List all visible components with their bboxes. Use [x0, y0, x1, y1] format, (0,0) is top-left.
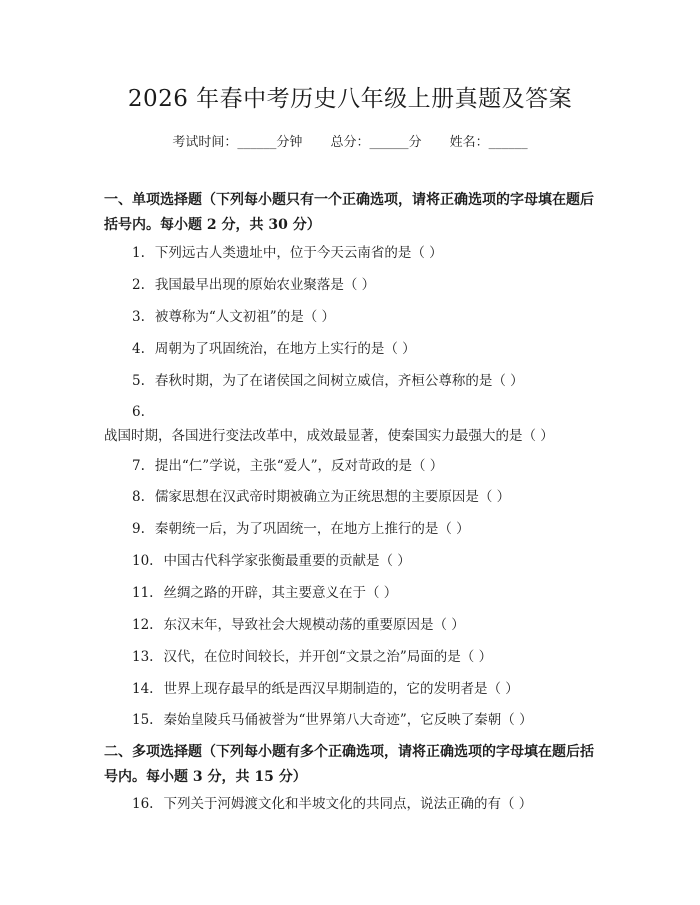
question-text: 春秋时期，为了在诸侯国之间树立威信，齐桓公尊称的是（ ） [154, 373, 524, 389]
question-item [104, 337, 599, 361]
question-number: 5. [132, 373, 145, 389]
question-number: 11. [132, 585, 154, 601]
page-title: 2026 年春中考历史八年级上册真题及答案 [127, 86, 573, 112]
question-item [104, 241, 599, 265]
question-number: 9. [132, 521, 145, 537]
total-score-field: 总分：______分 [330, 135, 422, 150]
question-item [104, 645, 599, 669]
question-number: 15. [132, 712, 154, 728]
question-item [104, 273, 599, 297]
question-text: 周朝为了巩固统治，在地方上实行的是（ ） [154, 341, 416, 357]
section-heading-multiple-choice: 二、多项选择题（下列每小题有多个正确选项，请将正确选项的字母填在题后括号内。每小题 3 分，共 15 分） [104, 744, 594, 785]
question-number: 12. [132, 617, 154, 633]
question-number: 6. [132, 404, 145, 420]
question-text: 提出“仁”学说，主张“爱人”，反对苛政的是（ ） [154, 458, 444, 474]
question-number: 1. [132, 245, 145, 261]
question-item [104, 517, 599, 541]
question-text: 被尊称为“人文初祖”的是（ ） [154, 309, 335, 325]
question-item [104, 708, 599, 732]
question-item [104, 549, 599, 573]
name-field: 姓名：______ [449, 135, 528, 150]
question-text: 我国最早出现的原始农业聚落是（ ） [154, 277, 376, 293]
question-text: 丝绸之路的开辟，其主要意义在于（ ） [163, 585, 398, 601]
question-number: 8. [132, 489, 145, 505]
question-item [104, 369, 599, 393]
question-text: 秦始皇陵兵马俑被誉为“世界第八大奇迹”，它反映了秦朝（ ） [163, 712, 533, 728]
question-number: 2. [132, 277, 145, 293]
question-number: 13. [132, 649, 154, 665]
question-item [104, 400, 599, 448]
question-text: 儒家思想在汉武帝时期被确立为正统思想的主要原因是（ ） [154, 489, 511, 505]
question-item [104, 485, 599, 509]
question-number: 14. [132, 681, 154, 697]
question-number: 3. [132, 309, 145, 325]
question-text: 东汉末年，导致社会大规模动荡的重要原因是（ ） [163, 617, 465, 633]
exam-meta [0, 131, 700, 150]
question-text: 下列远古人类遗址中，位于今天云南省的是（ ） [154, 245, 443, 261]
question-number: 16. [132, 796, 154, 812]
question-number: 7. [132, 458, 145, 474]
question-item [104, 677, 599, 701]
question-text: 秦朝统一后，为了巩固统一，在地方上推行的是（ ） [154, 521, 470, 537]
question-text: 中国古代科学家张衡最重要的贡献是（ ） [163, 553, 411, 569]
question-text: 下列关于河姆渡文化和半坡文化的共同点，说法正确的有（ ） [163, 796, 533, 812]
question-text: 汉代，在位时间较长，并开创“文景之治”局面的是（ ） [163, 649, 493, 665]
section-heading-single-choice: 一、单项选择题（下列每小题只有一个正确选项，请将正确选项的字母填在题后括号内。每小题 2 分，共 30 分） [104, 192, 594, 233]
question-item [104, 613, 599, 637]
exam-time-field: 考试时间：______分钟 [172, 135, 303, 150]
question-item [104, 454, 599, 478]
question-number: 10. [132, 553, 154, 569]
question-item [104, 581, 599, 605]
question-text: 战国时期，各国进行变法改革中，成效最显著，使秦国实力最强大的是（ ） [104, 428, 554, 444]
question-number: 4. [132, 341, 145, 357]
question-text: 世界上现存最早的纸是西汉早期制造的，它的发明者是（ ） [163, 681, 519, 697]
question-item [104, 305, 599, 329]
question-item [104, 792, 599, 816]
